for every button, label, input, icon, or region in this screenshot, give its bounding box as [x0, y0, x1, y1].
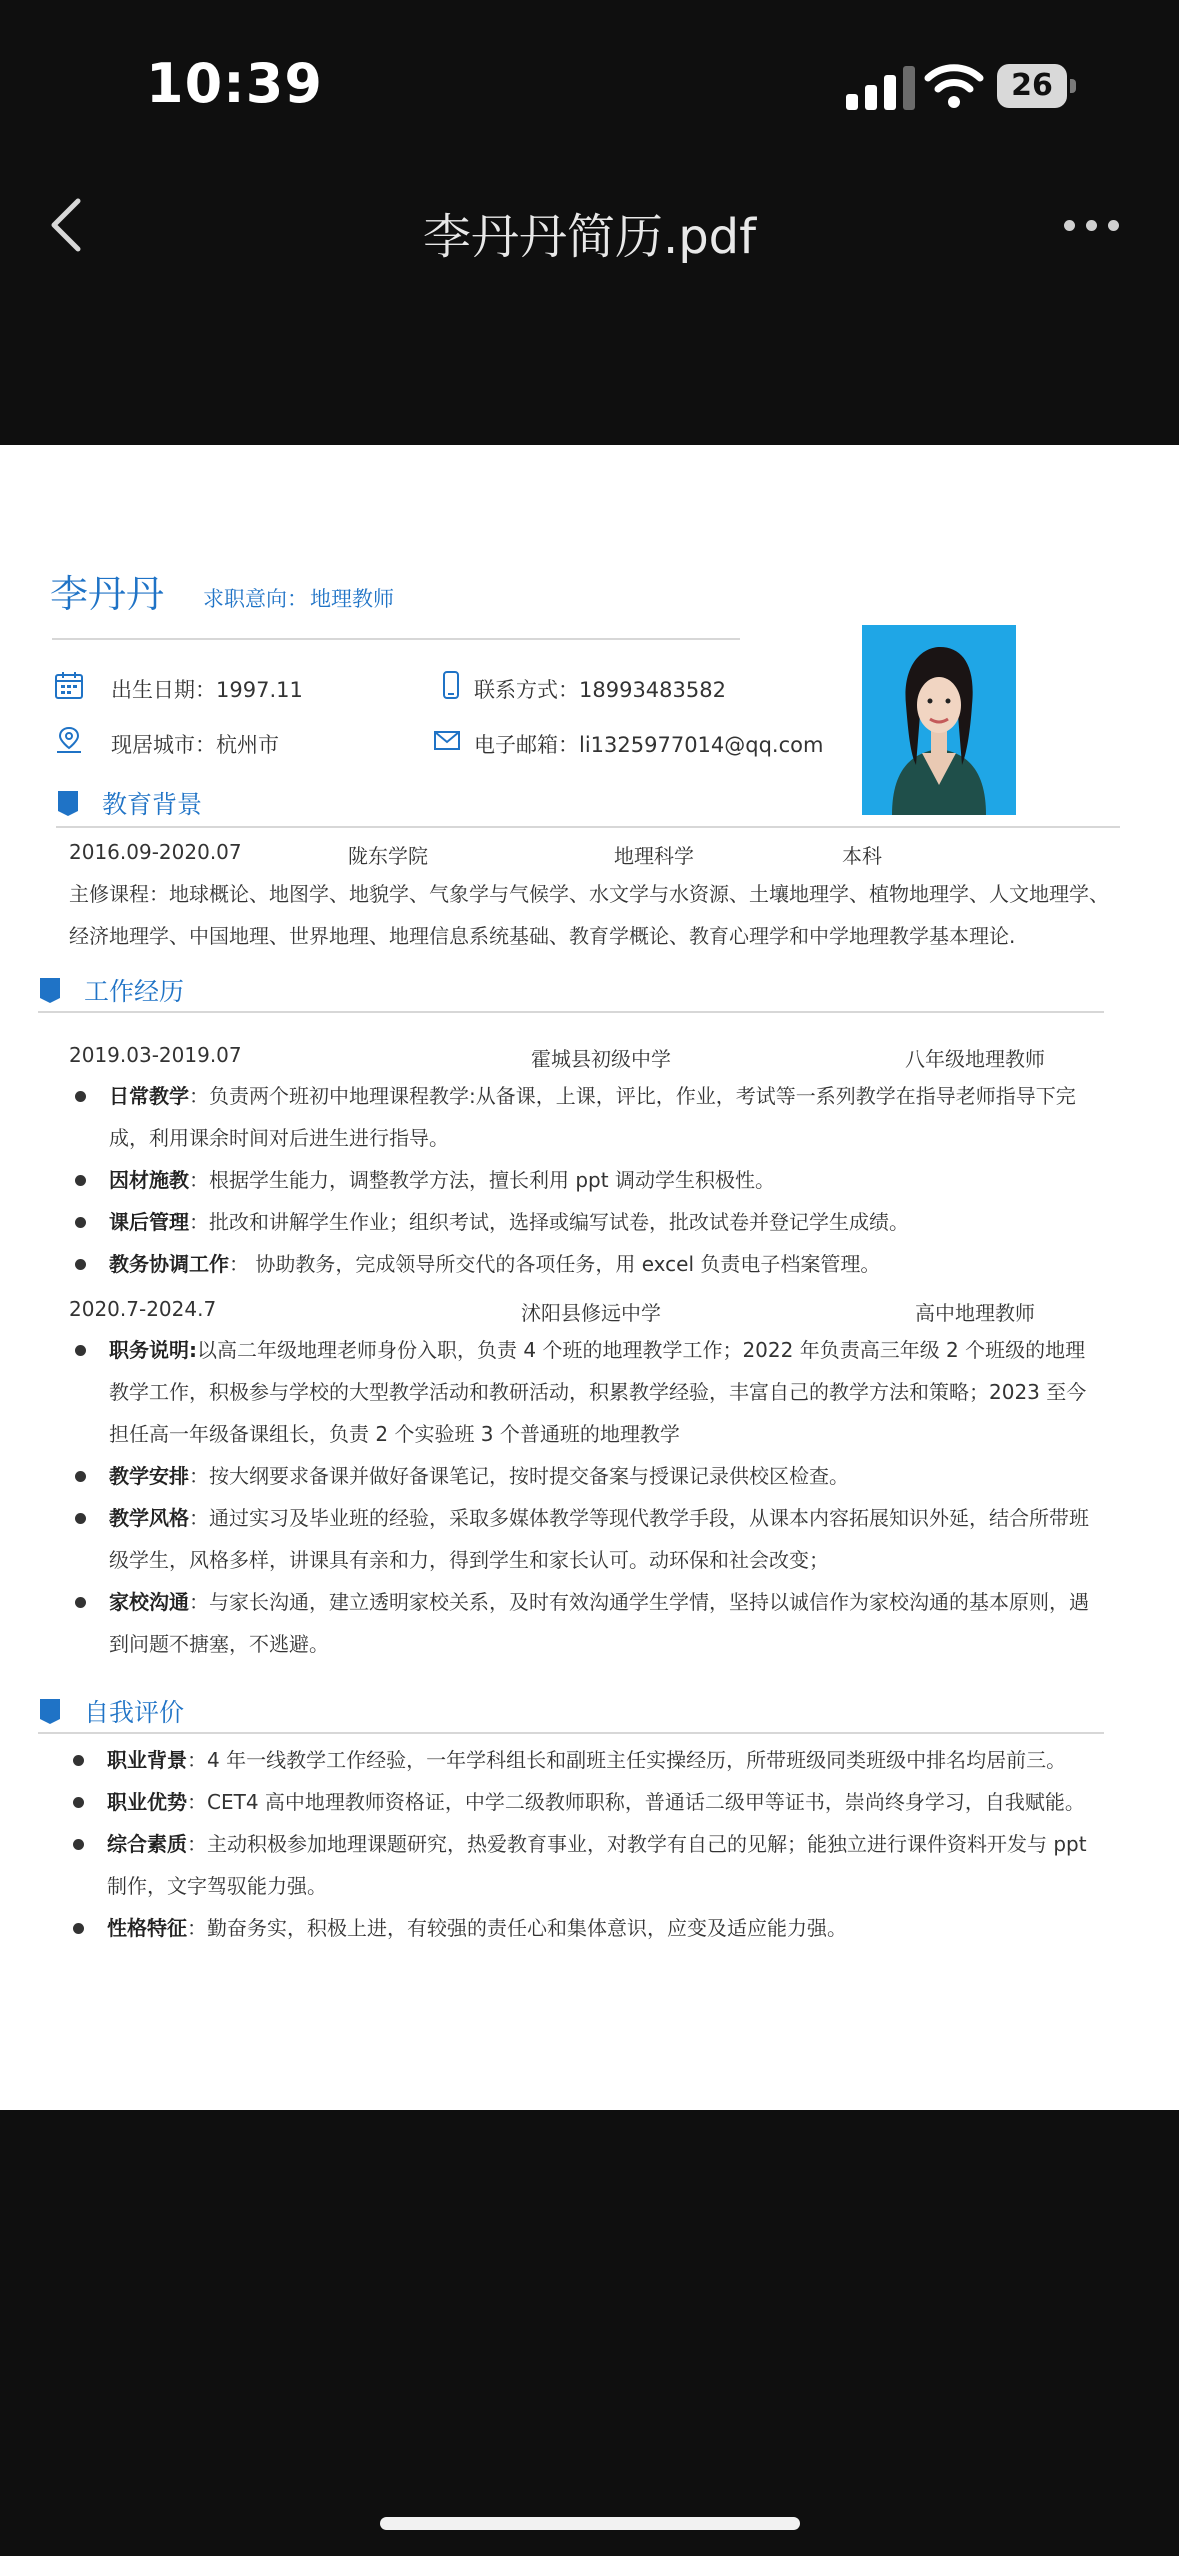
item-label: 教学安排: [109, 1464, 189, 1488]
self-item: [107, 1823, 1103, 1907]
item-label: 家校沟通: [109, 1590, 189, 1614]
edu-school: 陇东学院: [348, 844, 428, 868]
pdf-page[interactable]: [0, 445, 1179, 2110]
item-text: ：勤奋务实，积极上进，有较强的责任心和集体意识，应变及适应能力强。: [187, 1916, 847, 1940]
status-bar: [0, 0, 1179, 170]
item-text: ：根据学生能力，调整教学方法，擅长利用 ppt 调动学生积极性。: [189, 1168, 775, 1192]
location-pin-icon: [54, 725, 84, 755]
item-text: ：批改和讲解学生作业；组织考试，选择或编写试卷，批改试卷并登记学生成绩。: [189, 1210, 909, 1234]
more-dot: [1108, 220, 1119, 231]
edu-period: 2016.09-2020.07: [69, 840, 242, 864]
job2-org: 沭阳县修远中学: [521, 1301, 661, 1325]
status-time: 10:39: [146, 52, 323, 115]
job1-item: [109, 1243, 1105, 1285]
item-label: 日常教学: [109, 1084, 189, 1108]
bullet-dot: [75, 1091, 86, 1102]
item-label: 教学风格: [109, 1506, 189, 1530]
item-label: 综合素质: [107, 1832, 187, 1856]
job2-item: [109, 1329, 1105, 1455]
job2-item: [109, 1497, 1105, 1581]
job1-role: 八年级地理教师: [905, 1047, 1045, 1071]
home-indicator[interactable]: [380, 2517, 800, 2530]
item-label: 职务说明:: [109, 1338, 197, 1362]
birth-date-text: 出生日期：1997.11: [111, 678, 303, 702]
section-flag-icon: [38, 1697, 62, 1725]
phone-icon: [436, 670, 466, 700]
section-flag-icon: [38, 976, 62, 1004]
job2-item: [109, 1455, 1105, 1497]
bullet-dot: [73, 1923, 84, 1934]
more-dot: [1086, 220, 1097, 231]
cellular-signal-icon: [846, 66, 920, 110]
job-intent: [203, 583, 394, 613]
header-divider: [52, 638, 740, 640]
item-label: 职业背景: [107, 1748, 187, 1772]
bullet-dot: [73, 1839, 84, 1850]
resume-name: 李丹丹: [50, 572, 165, 616]
battery-tip: [1070, 79, 1076, 93]
item-label: 性格特征: [107, 1916, 187, 1940]
section-flag-icon: [56, 789, 80, 817]
section-divider: [38, 1732, 1104, 1734]
section-divider: [38, 1011, 1104, 1013]
more-dot: [1064, 220, 1075, 231]
job-intent-value: 地理教师: [310, 587, 394, 611]
job1-item: [109, 1159, 1105, 1201]
item-label: 课后管理: [109, 1210, 189, 1234]
more-options-icon[interactable]: [1062, 210, 1122, 240]
bullet-dot: [73, 1755, 84, 1766]
section-education-title: 教育背景: [102, 790, 203, 819]
edu-courses: 主修课程：地球概论、地图学、地貌学、气象学与气候学、水文学与水资源、土壤地理学、植物地理学、人文地理学、经济地理学、中国地理、世界地理、地理信息系统基础、教育学概论、教育心理学和中学地理教学基本理论.: [69, 882, 1109, 948]
calendar-icon: [54, 670, 84, 700]
wifi-icon: [924, 62, 984, 110]
battery-indicator: [997, 64, 1077, 108]
job1-org: 霍城县初级中学: [531, 1047, 671, 1071]
phone-text: 联系方式：18993483582: [474, 678, 726, 702]
item-text: ： 协助教务，完成领导所交代的各项任务，用 excel 负责电子档案管理。: [229, 1252, 881, 1276]
job2-period: 2020.7-2024.7: [69, 1297, 217, 1321]
bullet-dot: [75, 1597, 86, 1608]
job2-role: 高中地理教师: [915, 1301, 1035, 1325]
item-text: ：按大纲要求备课并做好备课笔记，按时提交备案与授课记录供校区检查。: [189, 1464, 849, 1488]
email-text: 电子邮箱：li1325977014@qq.com: [474, 733, 824, 757]
section-self-title: 自我评价: [84, 1698, 185, 1727]
item-text: ：主动积极参加地理课题研究，热爱教育事业，对教学有自己的见解；能独立进行课件资料开发与 ppt 制作，文字驾驭能力强。: [107, 1832, 1087, 1898]
item-text: ：CET4 高中地理教师资格证，中学二级教师职称，普通话二级甲等证书，崇尚终身学习，自我赋能。: [187, 1790, 1085, 1814]
city-text: 现居城市：杭州市: [111, 733, 279, 757]
item-label: 职业优势: [107, 1790, 187, 1814]
document-title: 李丹丹简历.pdf: [422, 209, 757, 265]
self-item: [107, 1907, 1103, 1949]
self-item: [107, 1739, 1111, 1781]
self-item: [107, 1781, 1111, 1823]
battery-level: 26: [997, 64, 1067, 108]
job1-item: [109, 1201, 1105, 1243]
bullet-dot: [75, 1217, 86, 1228]
job-intent-label: 求职意向：: [203, 587, 308, 611]
portrait-image: [862, 625, 1016, 815]
item-text: ：通过实习及毕业班的经验，采取多媒体教学等现代教学手段，从课本内容拓展知识外延，结合所带班级学生，风格多样，讲课具有亲和力，得到学生和家长认可。动环保和社会改变；: [109, 1506, 1089, 1572]
mail-icon: [432, 725, 462, 755]
item-text: ：与家长沟通，建立透明家校关系，及时有效沟通学生学情，坚持以诚信作为家校沟通的基本原则，遇到问题不搪塞，不逃避。: [109, 1590, 1089, 1656]
edu-major: 地理科学: [614, 844, 694, 868]
item-text: 以高二年级地理老师身份入职，负责 4 个班的地理教学工作；2022 年负责高三年级 2 个班级的地理教学工作，积极参与学校的大型教学活动和教研活动，积累教学经验，丰富自己的教学方法和策略；2023 至今担任高一年级备课组长，负责 2 个实验班 3 个普通班的地理教学: [109, 1338, 1087, 1446]
bullet-dot: [75, 1175, 86, 1186]
bullet-dot: [73, 1797, 84, 1808]
item-label: 因材施教: [109, 1168, 189, 1192]
edu-degree: 本科: [842, 844, 882, 868]
job2-item: [109, 1581, 1105, 1665]
item-text: ：4 年一线教学工作经验，一年学科组长和副班主任实操经历，所带班级同类班级中排名均居前三。: [187, 1748, 1067, 1772]
item-text: ：负责两个班初中地理课程教学:从备课，上课，评比，作业，考试等一系列教学在指导老师指导下完成，利用课余时间对后进生进行指导。: [109, 1084, 1076, 1150]
bullet-dot: [75, 1259, 86, 1270]
section-divider: [56, 826, 1120, 828]
item-label: 教务协调工作: [109, 1252, 229, 1276]
profile-photo: [862, 625, 1016, 815]
job1-item: [109, 1075, 1105, 1159]
bullet-dot: [75, 1345, 86, 1356]
bullet-dot: [75, 1471, 86, 1482]
section-work-title: 工作经历: [84, 977, 185, 1006]
job1-period: 2019.03-2019.07: [69, 1043, 242, 1067]
bullet-dot: [75, 1513, 86, 1524]
